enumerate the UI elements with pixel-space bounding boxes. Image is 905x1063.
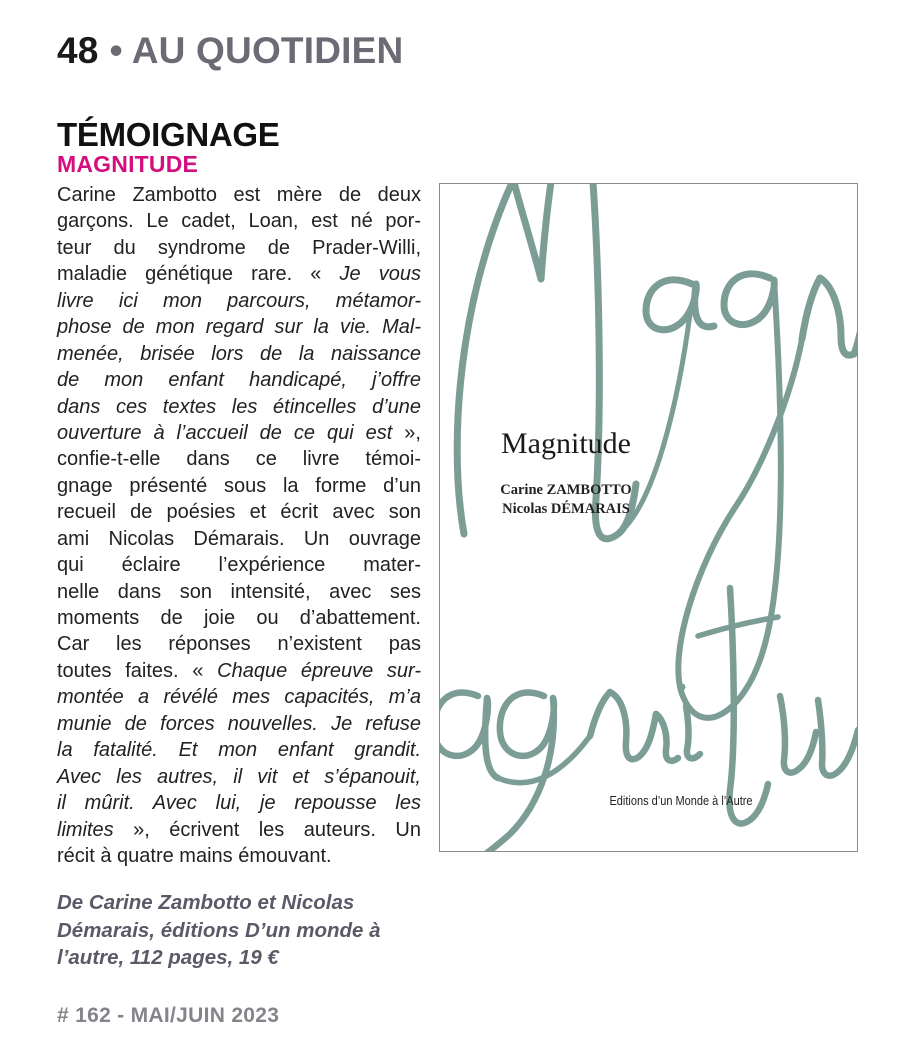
cover-authors [440,481,692,519]
header-bullet: • [109,30,123,71]
body-line: Carine Zambotto est mère de deux [57,184,421,206]
body-line: ami Nicolas Démarais. Un ouvrage [57,527,421,550]
body-line: qui éclaire l’expérience mater- [57,554,421,577]
body-line: limites », écrivent les auteurs. Un [57,818,421,841]
article-body [57,182,421,869]
body-line: Car les réponses n’existent pas [57,633,421,656]
credit-line: De Carine Zambotto et Nicolas [57,891,355,914]
body-line: munie de forces nouvelles. Je refuse [57,712,421,735]
section-title: AU QUOTIDIEN [131,30,404,71]
body-line: dans ces textes les étincelles d’une [57,395,421,418]
body-line: gnage présenté sous la forme d’un [57,474,421,497]
book-cover-image [439,183,858,852]
article-kicker: TÉMOIGNAGE [57,116,280,153]
body-line: Avec les autres, il vit et s’épanouit, [57,765,421,788]
body-line: maladie génétique rare. « Je vous [57,263,421,286]
body-line: la fatalité. Et mon enfant grandit. [57,739,421,762]
cover-publisher: Editions d’un Monde à l’Autre [609,794,753,808]
body-line: livre ici mon parcours, métamor- [57,289,421,312]
body-line: recueil de poésies et écrit avec son [57,501,421,524]
book-credit [57,889,437,972]
body-line: ouverture à l’accueil de ce qui est », [57,421,421,444]
body-line: nelle dans son intensité, avec ses [57,580,421,603]
cover-author: Carine ZAMBOTTO [500,482,632,498]
body-line: récit à quatre mains émouvant. [57,844,332,867]
body-line: moments de joie ou d’abattement. [57,607,421,629]
body-line: montée a révélé mes capacités, m’a [57,686,421,709]
body-line: phose de mon regard sur la vie. Mal- [57,316,421,339]
body-line: menée, brisée lors de la naissance [57,342,421,365]
body-line: de mon enfant handicapé, j’offre [57,369,421,392]
article-title: MAGNITUDE [57,151,199,177]
issue-footer: # 162 - MAI/JUIN 2023 [57,1004,280,1027]
body-line: teur du syndrome de Prader-Willi, [57,236,421,259]
body-line: il mûrit. Avec lui, je repousse les [57,792,421,815]
credit-line: Démarais, éditions D’un monde à [57,918,381,942]
body-line: confie-t-elle dans ce livre témoi- [57,448,421,471]
body-line: toutes faites. « Chaque épreuve sur- [57,659,422,682]
credit-line: l’autre, 112 pages, 19 € [57,946,279,969]
cover-author: Nicolas DÉMARAIS [502,501,630,517]
body-line: garçons. Le cadet, Loan, est né por- [57,210,421,233]
page-number: 48 [57,30,99,71]
cover-title: Magnitude [501,427,631,460]
page-header [57,30,403,72]
